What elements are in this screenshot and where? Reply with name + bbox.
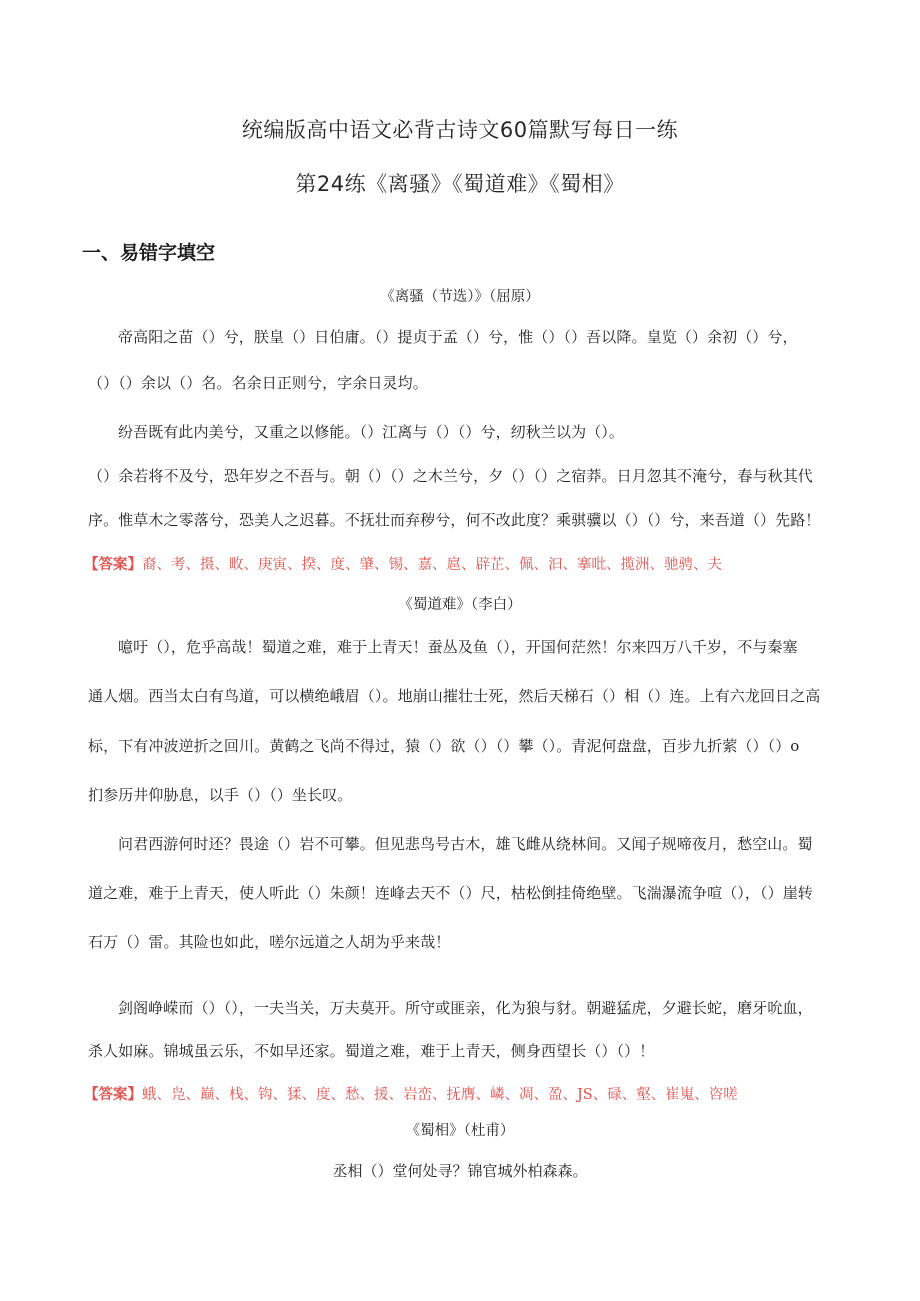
answer-label: 【答案】: [84, 1086, 142, 1103]
answer-text: 蛾、凫、巅、栈、钩、猱、度、愁、援、岩峦、抚膺、嶙、凋、盈、JS、碌、壑、崔嵬、咨嗟: [142, 1087, 738, 1103]
shudaonan-line-2: 通人烟。西当太白有鸟道，可以横绝峨眉（）。地崩山摧壮士死，然后天梯石（）相（）连。上有六龙回日之高: [88, 687, 821, 705]
lisao-line-3: 纷吾既有此内美兮，又重之以修能。（）江离与（）（）兮，纫秋兰以为（）。: [118, 423, 625, 441]
shudaonan-heading: 《蜀道难》（李白）: [398, 597, 522, 613]
shudaonan-line-1: 噫吁（），危乎高哉！蜀道之难，难于上青天！蚕丛及鱼（），开国何茫然！尔来四万八千岁，不与秦塞: [118, 638, 798, 656]
shudaonan-line-3: 标，下有冲波逆折之回川。黄鹤之飞尚不得过，猿（）欲（）（）攀（）。青泥何盘盘，百步九折萦（）（）o: [88, 737, 800, 755]
answer-label: 【答案】: [84, 556, 142, 573]
shudaonan-line-7: 石万（）雷。其险也如此，嗟尔远道之人胡为乎来哉！: [88, 933, 451, 951]
shudaonan-line-5: 问君西游何时还？畏途（）岩不可攀。但见悲鸟号古木，雄飞雌从绕林间。又闻子规啼夜月，愁空山。蜀: [118, 835, 813, 853]
shuxiang-line-1: 丞相（）堂何处寻？锦官城外柏森森。: [332, 1162, 588, 1180]
answer-text: 裔、考、摄、畋、庚寅、揆、度、肇、锡、嘉、扈、辟芷、佩、汩、搴吡、揽洲、驰骋、夫: [142, 557, 722, 573]
shudaonan-answer: [84, 1083, 738, 1104]
document-subtitle: 第24练《离骚》《蜀道难》《蜀相》: [295, 172, 625, 196]
lisao-heading: 《离骚（节选）》（屈原）: [380, 289, 540, 305]
section-heading: 一、易错字填空: [82, 242, 216, 264]
shuxiang-heading: 《蜀相》（杜甫）: [405, 1123, 515, 1139]
shudaonan-line-6: 道之难，难于上青天，使人听此（）朱颜！连峰去天不（）尺，枯松倒挂倚绝壁。飞湍瀑流争喧（），（）崖转: [88, 884, 813, 902]
lisao-line-5: 序。惟草木之零落兮，恐美人之迟暮。不抚壮而弃秽兮，何不改此度？乘骐骥以（）（）兮，来吾道（）先路！: [88, 511, 821, 529]
shudaonan-line-8: 剑阁峥嵘而（）（），一夫当关，万夫莫开。所守或匪亲，化为狼与豺。朝避猛虎，夕避长蛇，磨牙吮血，: [118, 999, 813, 1017]
lisao-line-4: （）余若将不及兮，恐年岁之不吾与。朝（）（）之木兰兮，夕（）（）之宿莽。日月忽其不淹兮，春与秋其代: [88, 467, 813, 485]
lisao-line-1: 帝高阳之苗（）兮，朕皇（）日伯庸。（）提贞于孟（）兮，惟（）（）吾以降。皇览（）余初（）兮，: [118, 328, 798, 346]
lisao-line-2: （）（）余以（）名。名余日正则兮，字余日灵均。: [88, 374, 428, 392]
shudaonan-line-4: 扪参历井仰胁息，以手（）（）坐长叹。: [88, 786, 353, 804]
lisao-answer: [84, 553, 722, 574]
shudaonan-line-9: 杀人如麻。锦城虽云乐，不如早还家。蜀道之难，难于上青天，侧身西望长（）（）！: [88, 1042, 655, 1060]
document-title: 统编版高中语文必背古诗文60篇默写每日一练: [241, 118, 679, 142]
